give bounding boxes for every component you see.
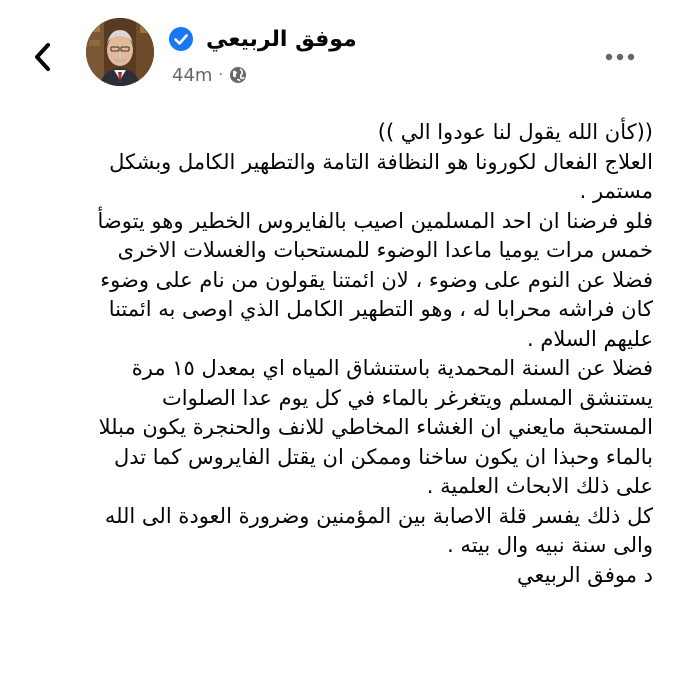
post-line: العلاج الفعال لكورونا هو النظافة التامة والتطهير الكامل وبشكل [109, 149, 653, 174]
avatar[interactable] [86, 18, 154, 86]
post-meta [172, 62, 247, 88]
post-header [0, 0, 673, 110]
author-name[interactable]: موفق الربيعي [206, 26, 357, 52]
back-button[interactable] [26, 40, 60, 74]
post-line: مستمر . [579, 179, 653, 203]
post-line: بالماء وحبذا ان يكون ساخنا وممكن ان يقتل الفايروس كما تدل [113, 444, 653, 469]
post-line: والى سنة نبيه وال بيته . [447, 533, 653, 557]
post-line: ((كأن الله يقول لنا عودوا الي )) [377, 120, 653, 144]
meta-separator: · [218, 67, 223, 83]
post-line: فلو فرضنا ان احد المسلمين اصيب بالفايروس الخطير وهو يتوضأ [97, 208, 653, 233]
post-line: يستنشق المسلم ويتغرغر بالماء في كل يوم عدا الصلوات [162, 385, 653, 410]
post-line: د موفق الربيعي [517, 562, 653, 587]
verified-badge-icon [168, 26, 194, 52]
post-line: عليهم السلام . [527, 326, 653, 351]
avatar-image [86, 18, 154, 86]
post-line: فضلا عن السنة المحمدية باستنشاق المياه اي بمعدل ١٥ مرة [131, 356, 653, 380]
post-timestamp[interactable]: 44m [172, 64, 213, 86]
post-line: كل ذلك يفسر قلة الاصابة بين المؤمنين وضرورة العودة الى الله [104, 503, 653, 528]
chevron-left-icon [32, 42, 54, 72]
more-horizontal-icon [605, 53, 635, 61]
author-row [168, 22, 357, 56]
author-block [168, 22, 388, 92]
post-line: خمس مرات يوميا ماعدا الوضوء للمستحبات والغسلات الاخرى [117, 238, 653, 262]
more-options-button[interactable] [600, 44, 640, 70]
post-line: كان فراشه محرابا له ، وهو التطهير الكامل الذي اوصى به ائمتنا [108, 297, 653, 321]
post-text [13, 118, 653, 590]
post-line: على ذلك الابحاث العلمية . [426, 474, 653, 498]
globe-icon[interactable] [229, 66, 247, 84]
post-line: فضلا عن النوم على وضوء ، لان ائمتنا يقولون من نام على وضوء [100, 267, 653, 292]
post-line: المستحبة مايعني ان الغشاء المخاطي للانف والحنجرة يكون مبللا [98, 415, 653, 439]
